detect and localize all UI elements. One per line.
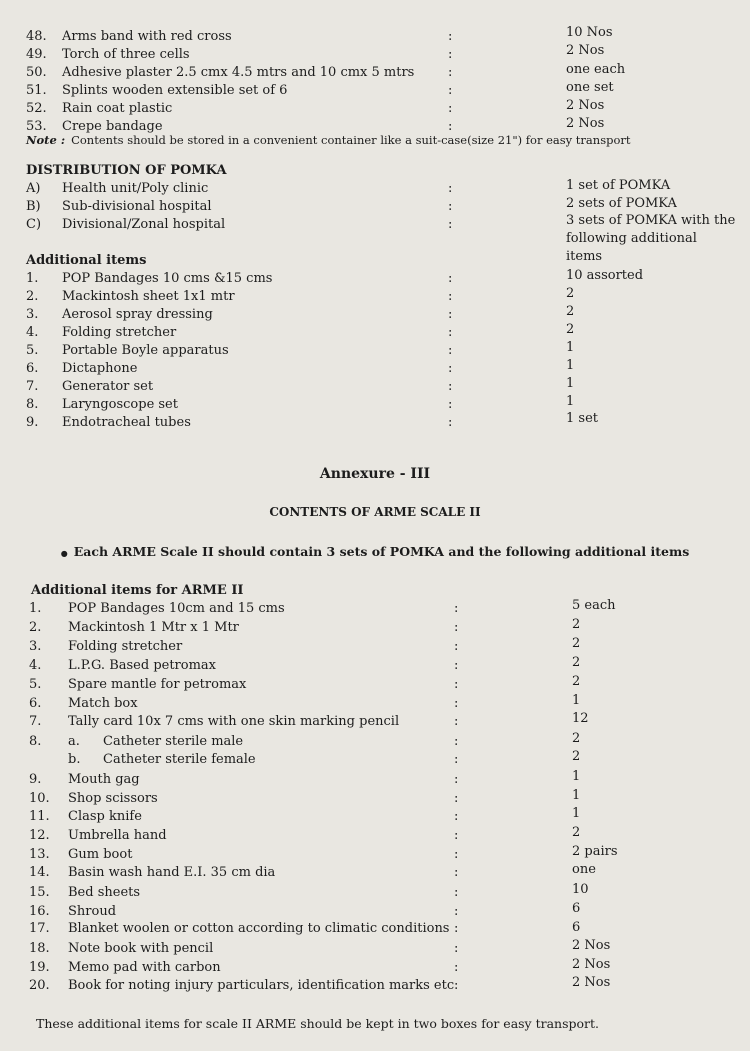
- list-item: 16. Shroud : 6: [29, 901, 581, 919]
- arme-additional-heading: Additional items for ARME II: [31, 583, 244, 598]
- list-item: b. Catheter sterile female : 2: [68, 749, 581, 767]
- note-text: Contents should be stored in a convenient container like a suit-case(size 21") for easy transport: [71, 133, 631, 147]
- list-item: 7. Generator set : 1: [26, 376, 575, 394]
- list-item: A) Health unit/Poly clinic : 1 set of POMKA: [26, 178, 671, 196]
- list-item: 7. Tally card 10x 7 cms with one skin marking pencil : 12: [29, 711, 589, 729]
- list-item: 3. Aerosol spray dressing : 2: [26, 304, 575, 322]
- list-item: 1. POP Bandages 10 cms &15 cms : 10 assorted: [26, 268, 644, 286]
- list-item: 8. Laryngoscope set : 1: [26, 394, 575, 412]
- list-item: C) Divisional/Zonal hospital : 3 sets of POMKA with the following additional items: [26, 213, 736, 264]
- list-item: 9. Mouth gag : 1: [29, 769, 581, 787]
- note: [26, 133, 631, 147]
- list-item: 49. Torch of three cells : 2 Nos: [26, 43, 605, 62]
- list-item: 2. Mackintosh sheet 1x1 mtr : 2: [26, 286, 575, 304]
- list-item: 13. Gum boot : 2 pairs: [29, 844, 618, 862]
- list-item: 14. Basin wash hand E.I. 35 cm dia : one: [29, 862, 596, 880]
- list-item: 6. Match box : 1: [29, 693, 581, 711]
- list-item: 9. Endotracheal tubes : 1 set: [26, 411, 598, 430]
- list-item: 18. Note book with pencil : 2 Nos: [29, 938, 611, 956]
- bullet-icon: ●: [60, 547, 68, 558]
- list-item: 20. Book for noting injury particulars, identification marks etc : 2 Nos: [29, 975, 611, 993]
- annexure-title: Annexure - III: [319, 466, 431, 482]
- note-label: Note :: [26, 133, 66, 147]
- list-item: 51. Splints wooden extensible set of 6 : one set: [26, 80, 614, 98]
- list-item: 6. Dictaphone : 1: [26, 358, 575, 376]
- each-arme-line: [0, 544, 750, 559]
- distribution-heading: DISTRIBUTION OF POMKA: [26, 163, 227, 178]
- footer-note: These additional items for scale II ARME should be kept in two boxes for easy transport.: [36, 1016, 600, 1031]
- list-item: 8. a. Catheter sterile male : 2: [29, 731, 581, 749]
- list-item: 1. POP Bandages 10cm and 15 cms : 5 each: [29, 598, 616, 616]
- list-item: 3. Folding stretcher : 2: [29, 636, 581, 654]
- additional-heading: Additional items: [26, 253, 147, 268]
- list-item: 12. Umbrella hand : 2: [29, 825, 581, 843]
- list-item: 2. Mackintosh 1 Mtr x 1 Mtr : 2: [29, 617, 581, 635]
- list-item: 5. Spare mantle for petromax : 2: [29, 674, 581, 692]
- list-item: 10. Shop scissors : 1: [29, 788, 581, 806]
- list-item: 17. Blanket woolen or cotton according to climatic conditions : 6: [29, 920, 581, 936]
- list-item: 11. Clasp knife : 1: [29, 806, 581, 824]
- list-item: 4. Folding stretcher : 2: [26, 322, 575, 340]
- list-item: 50. Adhesive plaster 2.5 cmx 4.5 mtrs and 10 cmx 5 mtrs : one each: [26, 62, 626, 80]
- list-item: 48. Arms band with red cross : 10 Nos: [26, 25, 613, 44]
- list-item: 52. Rain coat plastic : 2 Nos: [26, 98, 605, 116]
- list-item: 53. Crepe bandage : 2 Nos: [26, 116, 605, 134]
- list-item: 4. L.P.G. Based petromax : 2: [29, 655, 581, 673]
- list-item: B) Sub-divisional hospital : 2 sets of POMKA: [26, 196, 677, 214]
- list-item: 19. Memo pad with carbon : 2 Nos: [29, 957, 611, 975]
- list-item: 15. Bed sheets : 10: [29, 882, 589, 900]
- contents-heading: CONTENTS OF ARME SCALE II: [269, 505, 481, 519]
- list-item: 5. Portable Boyle apparatus : 1: [26, 340, 575, 358]
- each-arme-text: Each ARME Scale II should contain 3 sets of POMKA and the following additional items: [73, 544, 690, 559]
